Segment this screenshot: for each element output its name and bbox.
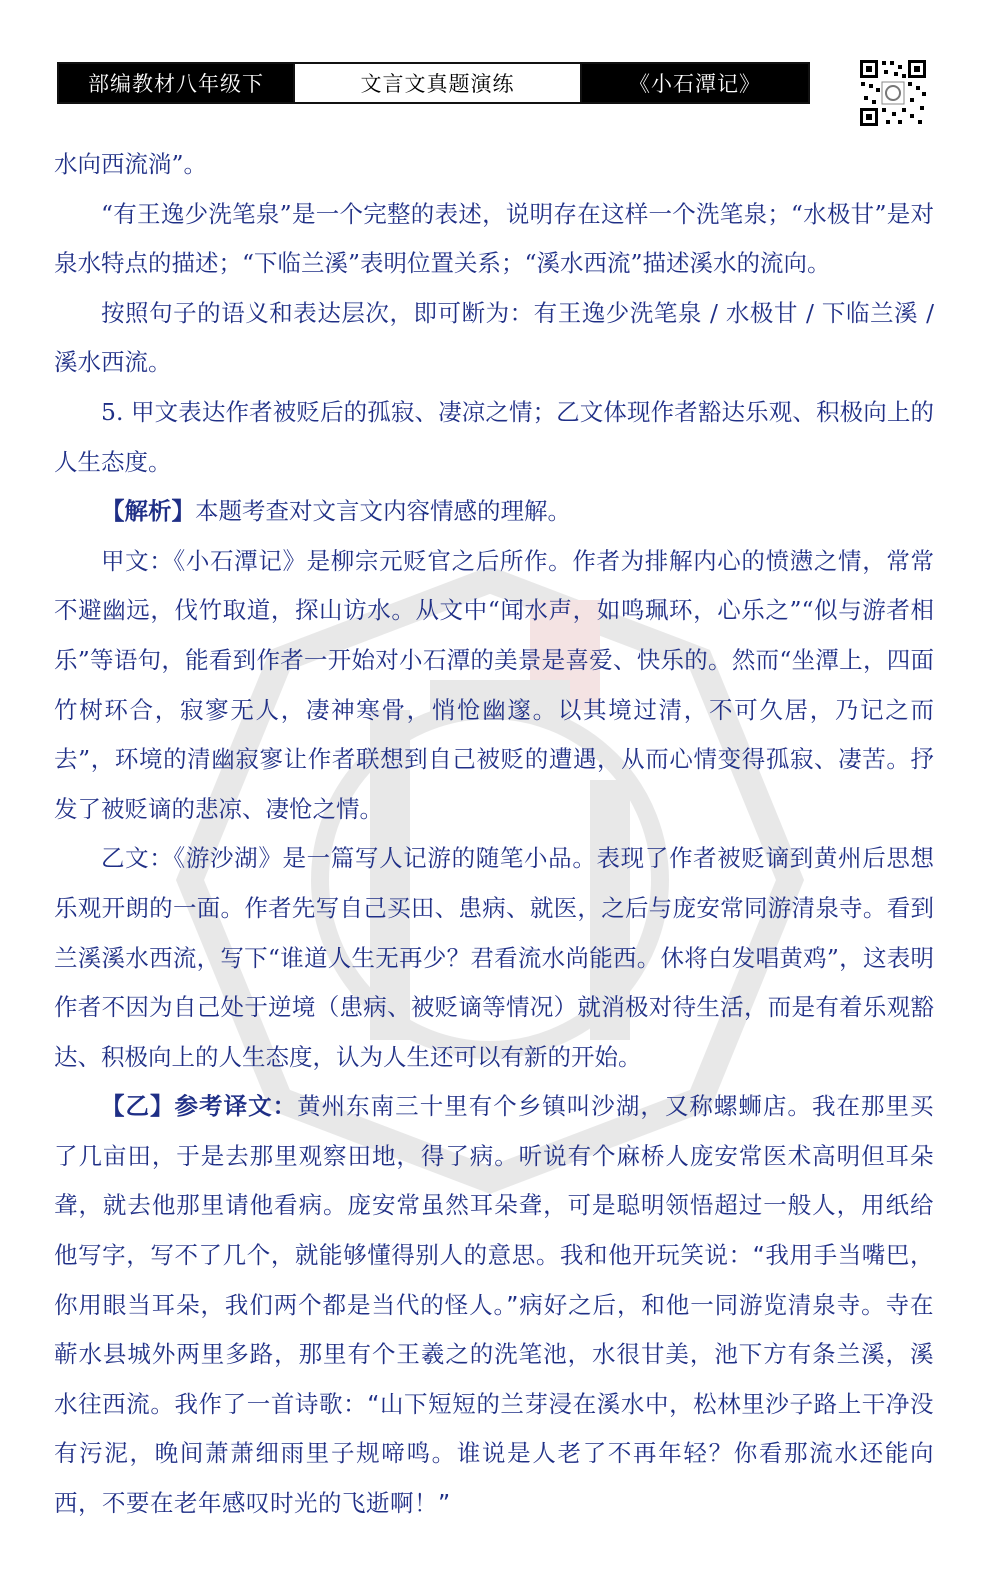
paragraph-continuation: 水向西流淌”。 — [54, 150, 208, 178]
paragraph-sentence-break: 按照句子的语义和表达层次，即可断为：有王逸少洗笔泉 / 水极甘 / 下临兰溪 / 溪水西流。 — [54, 298, 934, 377]
paragraph-yi-analysis: 乙文：《游沙湖》是一篇写人记游的随笔小品。表现了作者被贬谪到黄州后思想乐观开朗的一面。作者先写自己买田、患病、就医，之后与庞安常同游清泉寺。看到兰溪溪水西流，写下“谁道人生无再少？君看流水尚能西。休将白发唱黄鸡”，这表明作者不因为自己处于逆境（患病、被贬谪等情况）就消极对待生活，而是有着乐观豁达、积极向上的人生态度，认为人生还可以有新的开始。 — [54, 844, 934, 1071]
header-topic-label: 文言文真题演练 — [293, 64, 582, 102]
header-grade-label: 部编教材八年级下 — [59, 64, 293, 102]
explanation-tag: 【解析】 — [101, 497, 195, 526]
paragraph-answer-5: 5. 甲文表达作者被贬后的孤寂、凄凉之情；乙文体现作者豁达乐观、积极向上的人生态度。 — [54, 397, 934, 476]
paragraph-analysis-phrases: “有王逸少洗笔泉”是一个完整的表述，说明存在这样一个洗笔泉；“水极甘”是对泉水特点的描述；“下临兰溪”表明位置关系；“溪水西流”描述溪水的流向。 — [54, 199, 934, 278]
translation-tag: 【乙】参考译文： — [101, 1092, 298, 1121]
header-title-label: 《小石潭记》 — [582, 64, 808, 102]
qr-code-icon — [858, 58, 928, 128]
header-bar — [57, 62, 810, 104]
paragraph-yi-translation — [54, 1082, 934, 1528]
explanation-text: 本题考查对文言文内容情感的理解。 — [195, 497, 571, 526]
translation-text: 黄州东南三十里有个乡镇叫沙湖，又称螺蛳店。我在那里买了几亩田，于是去那里观察田地，得了病。听说有个麻桥人庞安常医术高明但耳朵聋，就去他那里请他看病。庞安常虽然耳朵聋，可是聪明领悟超过一般人，用纸给他写字，写不了几个，就能够懂得别人的意思。我和他开玩笑说：“我用手当嘴巴，你用眼当耳朵，我们两个都是当代的怪人。”病好之后，和他一同游览清泉寺。寺在蕲水县城外两里多路，那里有个王羲之的洗笔池，水很甘美，池下方有条兰溪，溪水往西流。我作了一首诗歌：“山下短短的兰芽浸在溪水中，松林里沙子路上干净没有污泥，晚间萧萧细雨里子规啼鸣。谁说是人老了不再年轻？你看那流水还能向西，不要在老年感叹时光的飞逝啊！” — [54, 1092, 935, 1518]
document-body — [54, 140, 934, 1529]
paragraph-explanation — [54, 487, 934, 537]
paragraph-jia-analysis: 甲文：《小石潭记》是柳宗元贬官之后所作。作者为排解内心的愤懑之情，常常不避幽远，伐竹取道，探山访水。从文中“闻水声，如鸣珮环，心乐之”“似与游者相乐”等语句，能看到作者一开始对小石潭的美景是喜爱、快乐的。然而“坐潭上，四面竹树环合，寂寥无人，凄神寒骨，悄怆幽邃。以其境过清，不可久居，乃记之而去”，环境的清幽寂寥让作者联想到自己被贬的遭遇，从而心情变得孤寂、凄苦。抒发了被贬谪的悲凉、凄怆之情。 — [54, 546, 934, 823]
